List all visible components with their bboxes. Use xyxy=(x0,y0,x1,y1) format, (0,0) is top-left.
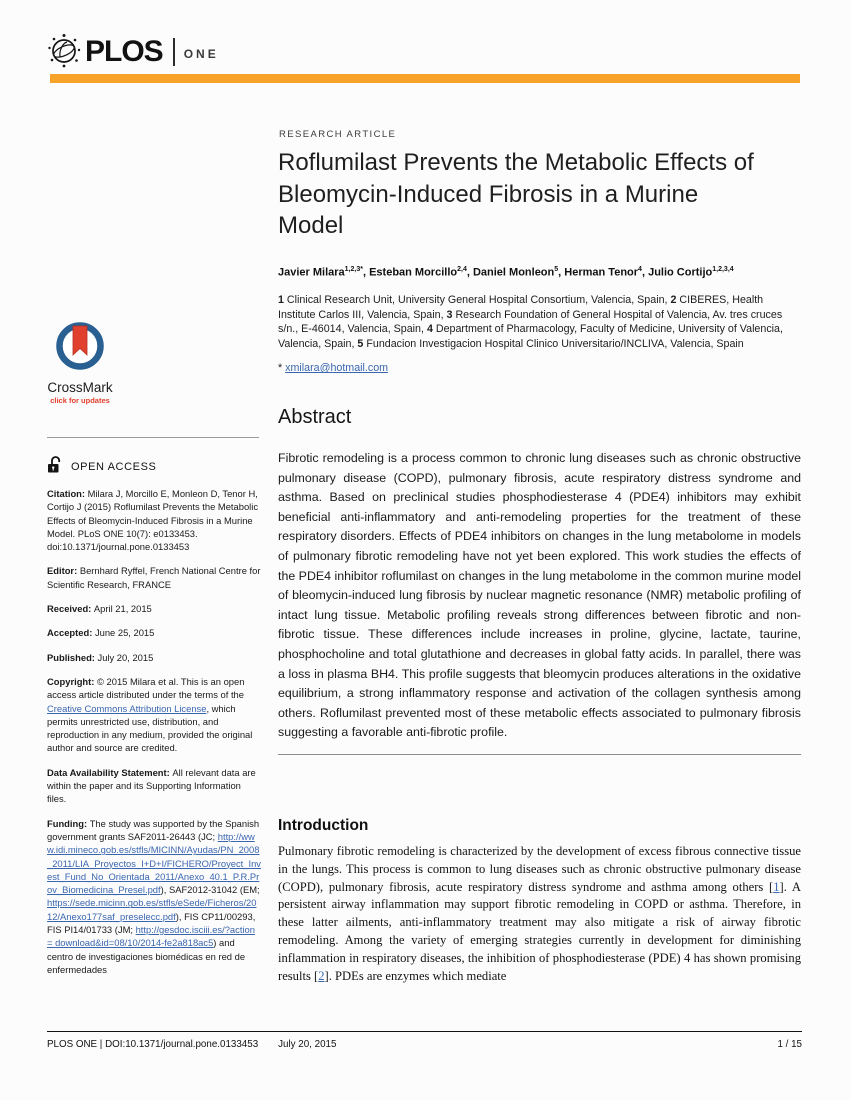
plos-globe-icon xyxy=(46,31,82,74)
crossmark-subtext: click for updates xyxy=(50,396,110,405)
article-title xyxy=(278,147,754,242)
open-access-label: OPEN ACCESS xyxy=(71,461,157,473)
crossmark-label: CrossMark xyxy=(47,380,113,395)
corresponding-author-row xyxy=(278,362,388,374)
logo-divider xyxy=(173,38,175,66)
open-access-row xyxy=(47,455,156,479)
crossmark-icon xyxy=(52,361,108,378)
introduction-heading: Introduction xyxy=(278,817,369,834)
affiliations: 1 Clinical Research Unit, University General Hospital Consortium, Valencia, Spain, 2 CIBERES, Health Institute Carlos III, Valencia, Spain, 3 Research Foundation of General Hospital of Valencia, Av. tres cruces s/n., E-46014, Valencia, Spain, 4 Department of Pharmacology, Faculty of Medicine, University of Valencia, Valencia, Spain, 5 Fundacion Investigacion Hospital Clinico Universitario/INCLIVA, Valencia, Spain xyxy=(278,294,783,350)
title-line-1: Roflumilast Prevents the Metabolic Effects of xyxy=(278,149,754,176)
data-availability-block: Data Availability Statement: All relevant data are within the paper and its Supporting Information files. xyxy=(47,766,256,805)
accepted-date: Accepted: June 25, 2015 xyxy=(47,627,155,639)
author-list: Javier Milara$^{1,2,3*}$, Esteban Morcillo$^{2,4}$, Daniel Monleon$^5$, Herman Tenor$^4$, Julio Cortijo$^{1,2,3,4}$ xyxy=(278,266,734,279)
title-line-3: Model xyxy=(278,212,344,239)
introduction-text: Pulmonary fibrotic remodeling is characterized by the development of excess fibrous connective tissue in the lungs. This process is common to lung diseases such as chronic obstructive pulmonary disease (COPD), pulmonary fibrosis, acute respiratory distress syndrome and asthma among others [1]. A persistent airway inflammation may support fibrotic remodeling in COPD or asthma. Therefore, in these latter ailments, anti-inflammatory treatment may also mitigate a risk of airway fibrotic remodeling. Among the variety of emerging strategies currently in development for diminishing inflammation in respiratory diseases, the inhibition of phosphodiesterase (PDE) 4 has shown promising results [2]. PDEs are enzymes which mediate xyxy=(278,844,802,983)
plos-wordmark: PLOS xyxy=(85,35,163,68)
one-wordmark: ONE xyxy=(183,46,219,61)
footer-rule xyxy=(47,1031,802,1032)
citation-block: Citation: Milara J, Morcillo E, Monleon D, Tenor H, Cortijo J (2015) Roflumilast Prevents the Metabolic Effects of Bleomycin-Induced Fibrosis in a Murine Model. PLoS ONE 10(7): e0133453. doi:10.1371/journal.pone.0133453 xyxy=(47,488,259,553)
sidebar-metadata xyxy=(47,487,261,987)
published-date: Published: July 20, 2015 xyxy=(47,651,154,663)
title-line-2: Bleomycin-Induced Fibrosis in a Murine xyxy=(278,180,699,208)
header-accent-bar xyxy=(50,74,800,83)
article-type-kicker: RESEARCH ARTICLE xyxy=(279,129,397,140)
abstract-heading: Abstract xyxy=(278,406,352,428)
footer-journal-doi: PLOS ONE | DOI:10.1371/journal.pone.0133453 xyxy=(47,1039,259,1050)
funding-block: Funding: The study was supported by the Spanish government grants SAF2011-26443 (JC; http://www.idi.mineco.gob.es/stfls/MICINN/Ayudas/PN_2008_2011/LIA_Proyectos_I+D+I/FICHERO/Proyect_Invest_Fund_No_Orientada_2011/Anexo_40.1_P.R.Prov_Biomedicina_Presel.pdf), SAF2012-31042 (EM; https://sede.micinn.gob.es/stfls/eSede/Ficheros/2012/Anexo177saf_preselecc.pdf), FIS CP11/00293, FIS PI14/01733 (JM; http://gesdoc.isciii.es/?action = download&id=08/10/2014-fe2a818ac5) and centro de investigaciones biomédicas en red de enfermedades xyxy=(47,817,261,975)
footer-page-number: 1 / 15 xyxy=(777,1039,802,1050)
plos-one-logo xyxy=(46,33,219,71)
received-date: Received: April 21, 2015 xyxy=(47,603,152,615)
email-marker: * xyxy=(278,362,283,374)
footer xyxy=(47,1039,802,1050)
editor-block: Editor: Bernhard Ryffel, French National Centre for Scientific Research, FRANCE xyxy=(47,565,261,590)
sidebar-divider xyxy=(47,437,259,438)
abstract-text: Fibrotic remodeling is a process common to chronic lung diseases such as chronic obstructive pulmonary disease (COPD), pulmonary fibrosis, acute respiratory distress syndrome and asthma. Based on preclinical studies phosphodiesterase 4 (PDE4) inhibitors may exhibit beneficial anti-inflammatory and anti-remodeling properties for the treatment of these respiratory disorders. Effects of PDE4 inhibitors on changes in the lung metabolome in models of pulmonary fibrotic remodeling have not yet been explored. This work studies the effects of the PDE4 inhibitor roflumilast on changes in the lung metabolome in the common murine model of bleomycin-induced lung fibrosis by nuclear magnetic resonance (NMR) metabolic profiling of intact lung tissue. Metabolic profiling reveals strong differences between fibrotic and non-fibrotic tissue. These differences include increases in proline, glycine, lactate, taurine, phosphocholine and total glutathione and decreases in global fatty acids. In parallel, there was a loss in plasma BH4. This profile suggests that bleomycin produces alterations in the oxidative equilibrium, a strong inflammatory response and activation of the collagen synthesis among others. Roflumilast prevented most of these metabolic effects associated to pulmonary fibrosis suggesting a favorable anti-fibrotic profile. xyxy=(278,451,801,740)
corresponding-email-link[interactable]: xmilara@hotmail.com xyxy=(285,362,389,374)
section-divider xyxy=(278,754,801,755)
crossmark-badge[interactable] xyxy=(38,320,122,405)
open-lock-icon xyxy=(47,455,63,479)
footer-date: July 20, 2015 xyxy=(278,1039,337,1050)
copyright-block: Copyright: © 2015 Milara et al. This is an open access article distributed under the terms of the Creative Commons Attribution License, which permits unrestricted use, distribution, and reproduction in any medium, provided the original author and source are credited. xyxy=(47,675,253,754)
